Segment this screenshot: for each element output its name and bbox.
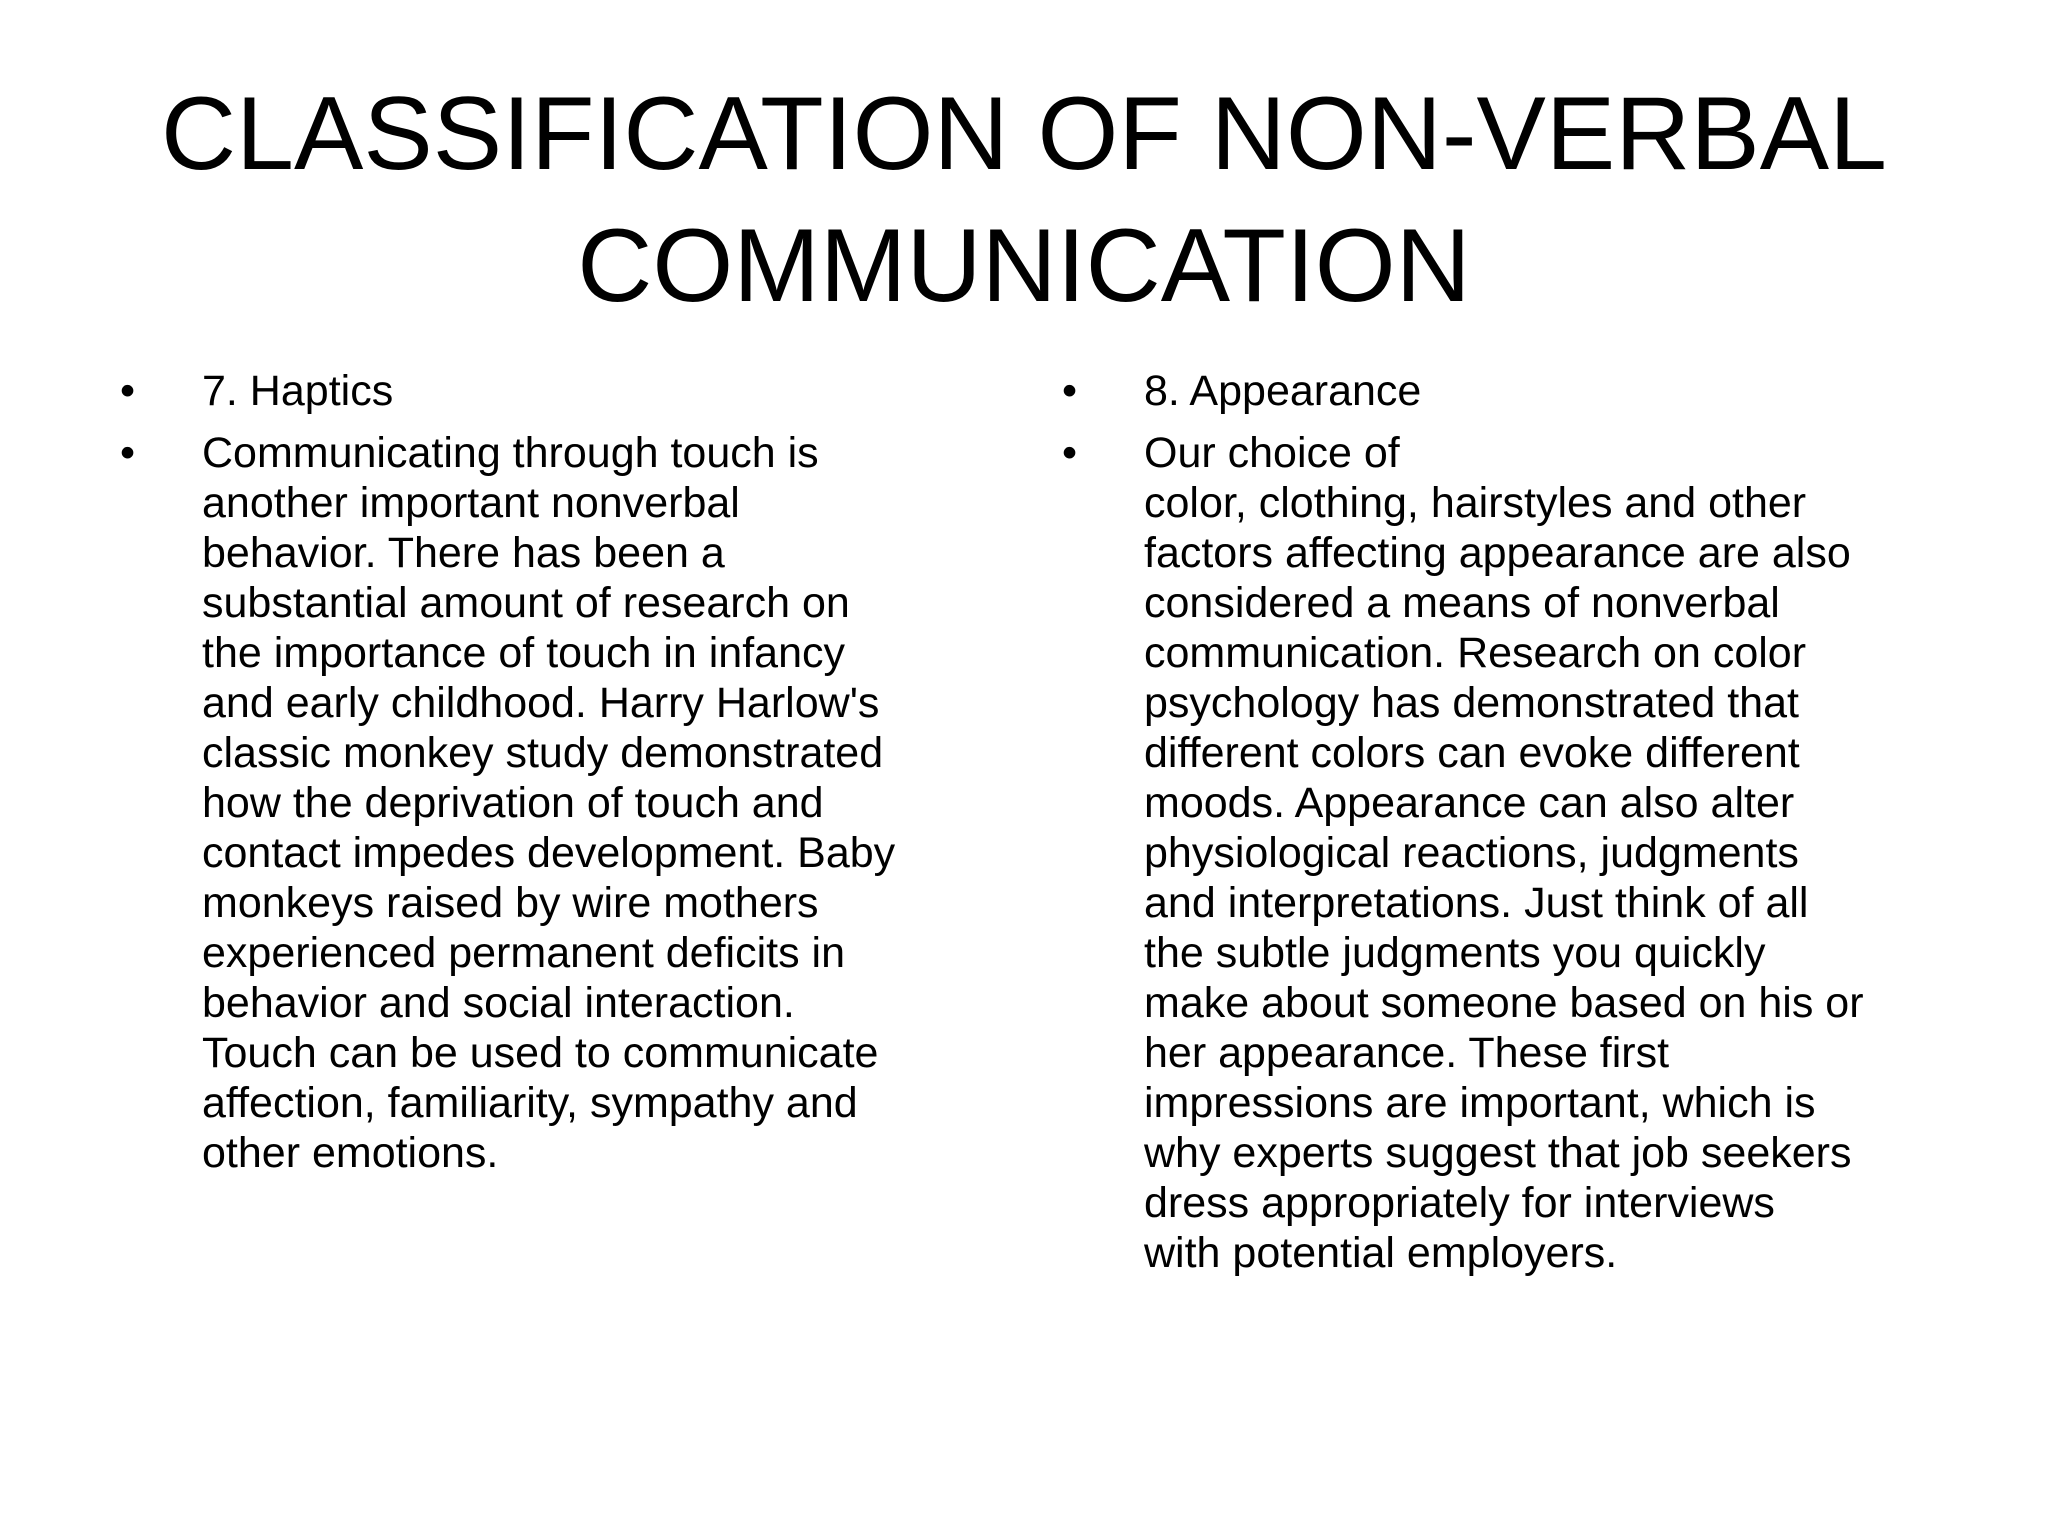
body-line: why experts suggest that job seekers — [1144, 1129, 1852, 1177]
bullet-item — [1062, 366, 1962, 416]
body-line: psychology has demonstrated that — [1144, 679, 1799, 727]
body-line: behavior. There has been a — [202, 529, 725, 577]
body-line: other emotions. — [202, 1129, 499, 1177]
body-line: and early childhood. Harry Harlow's — [202, 679, 880, 727]
body-line: another important nonverbal — [202, 479, 740, 527]
body-line: the subtle judgments you quickly — [1144, 929, 1766, 977]
body-line: considered a means of nonverbal — [1144, 579, 1780, 627]
body-line: Communicating through touch is — [202, 429, 819, 477]
bullet-body-appearance — [1144, 428, 1962, 1278]
body-line: how the deprivation of touch and — [202, 779, 824, 827]
body-line: affection, familiarity, sympathy and — [202, 1079, 858, 1127]
body-line: communication. Research on color — [1144, 629, 1807, 677]
bullet-item — [1062, 428, 1962, 1278]
body-line: and interpretations. Just think of all — [1144, 879, 1809, 927]
body-line: Our choice of — [1144, 429, 1400, 477]
body-line: factors affecting appearance are also — [1144, 529, 1851, 577]
body-line: Touch can be used to communicate — [202, 1029, 879, 1077]
body-line: moods. Appearance can also alter — [1144, 779, 1795, 827]
left-column — [120, 366, 980, 1190]
body-line: behavior and social interaction. — [202, 979, 795, 1027]
body-line: make about someone based on his or — [1144, 979, 1864, 1027]
bullet-icon: • — [120, 429, 136, 477]
slide-title — [0, 68, 2048, 332]
body-line: the importance of touch in infancy — [202, 629, 845, 677]
bullet-heading-haptics: 7. Haptics — [202, 367, 394, 415]
bullet-icon: • — [1062, 429, 1078, 477]
right-column — [1062, 366, 1962, 1290]
body-line: contact impedes development. Baby — [202, 829, 896, 877]
body-line: experienced permanent deficits in — [202, 929, 845, 977]
body-line: substantial amount of research on — [202, 579, 850, 627]
body-line: monkeys raised by wire mothers — [202, 879, 819, 927]
bullet-item — [120, 366, 980, 416]
body-line: dress appropriately for interviews — [1144, 1179, 1775, 1227]
bullet-item — [120, 428, 980, 1178]
bullet-icon: • — [120, 367, 136, 415]
body-line: her appearance. These first — [1144, 1029, 1670, 1077]
body-line: classic monkey study demonstrated — [202, 729, 884, 777]
body-line: with potential employers. — [1144, 1229, 1618, 1277]
body-line: different colors can evoke different — [1144, 729, 1800, 777]
body-line: color, clothing, hairstyles and other — [1144, 479, 1807, 527]
body-line: impressions are important, which is — [1144, 1079, 1816, 1127]
body-line: physiological reactions, judgments — [1144, 829, 1799, 877]
title-line: CLASSIFICATION OF NON-VERBAL — [161, 76, 1887, 192]
title-line: COMMUNICATION — [577, 208, 1471, 324]
bullet-body-haptics — [202, 428, 980, 1178]
bullet-icon: • — [1062, 367, 1078, 415]
bullet-heading-appearance: 8. Appearance — [1144, 367, 1422, 415]
